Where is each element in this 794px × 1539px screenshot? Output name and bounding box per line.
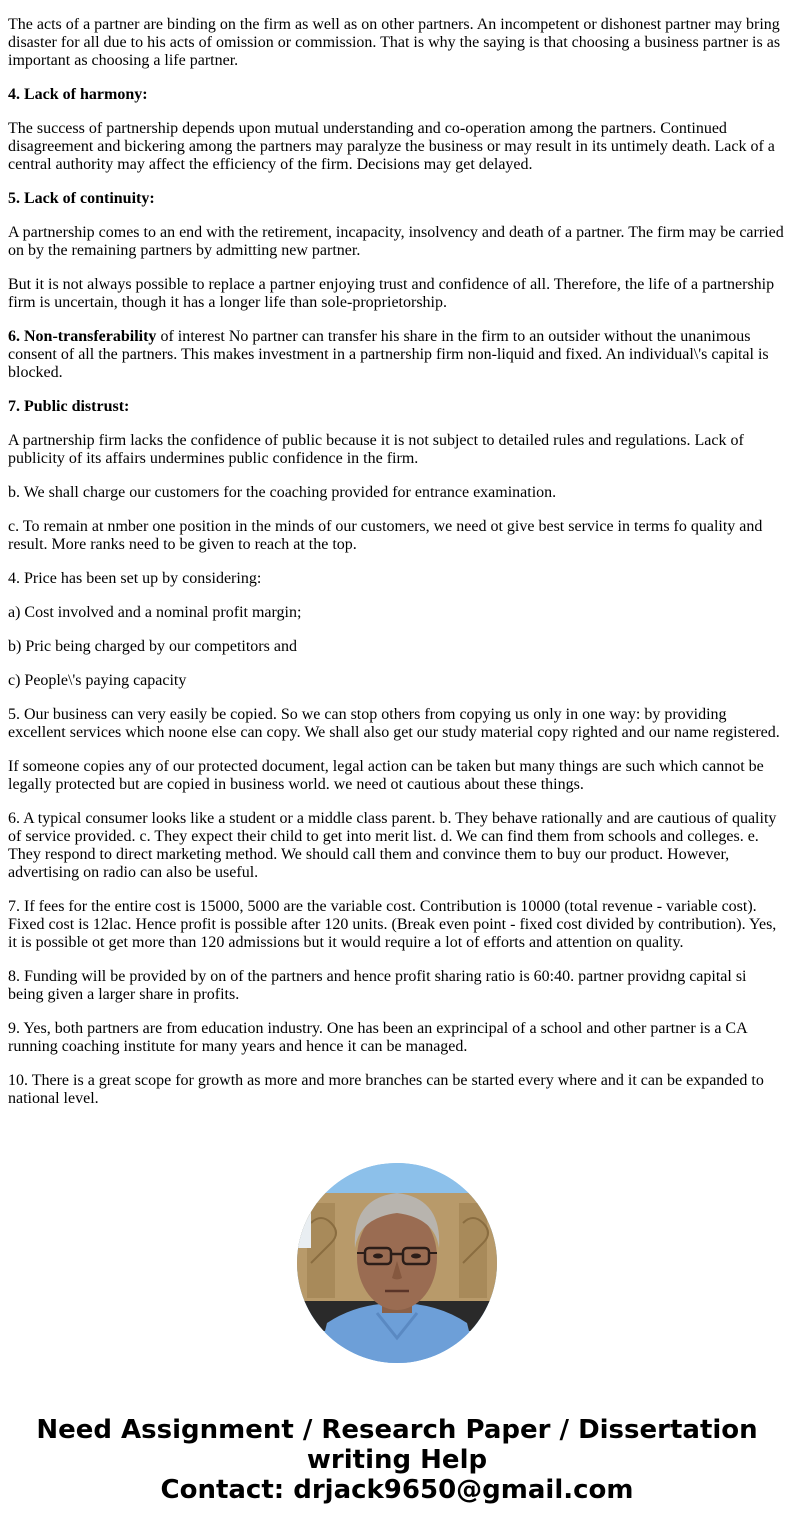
paragraph: The acts of a partner are binding on the firm as well as on other partners. An incompetent or dishonest partner may bring disaster for all due to his acts of omission or commission. That is why the saying is that choosing a business partner is as important as choosing a life partner. (8, 16, 781, 69)
heading-text: 4. Lack of harmony: (8, 86, 148, 103)
paragraph: 4. Price has been set up by considering: (8, 570, 262, 587)
paragraph: A partnership comes to an end with the retirement, incapacity, insolvency and death of a partner. The firm may be carried on by the remaining partners by admitting new partner. (8, 224, 784, 259)
document-body (0, 16, 794, 1108)
contact-email: Contact: drjack9650@gmail.com (160, 1475, 634, 1505)
section-heading (8, 398, 786, 416)
heading-text: 5. Lack of continuity: (8, 190, 155, 207)
paragraph: 6. A typical consumer looks like a student or a middle class parent. b. They behave rationally and are cautious of quality of service provided. c. They expect their child to get into merit list. d. We can find them from schools and colleges. e. They respond to direct marketing method. We should call them and convince them to buy our product. However, advertising on radio can also be useful. (8, 810, 777, 881)
contact-banner (0, 1415, 794, 1505)
paragraph-text: of interest No partner can transfer his share in the firm to an outsider without the unanimous consent of all the partners. This makes investment in a partnership firm non-liquid and fixed. An individual\'s capital is blocked. (8, 328, 769, 381)
paragraph: c. To remain at nmber one position in the minds of our customers, we need ot give best service in terms fo quality and result. More ranks need to be given to reach at the top. (8, 518, 763, 553)
paragraph: c) People\'s paying capacity (8, 672, 187, 689)
paragraph: If someone copies any of our protected document, legal action can be taken but many things are such which cannot be legally protected but are copied in business world. we need ot cautious about these things. (8, 758, 764, 793)
paragraph: The success of partnership depends upon mutual understanding and co-operation among the partners. Continued disagreement and bickering among the partners may paralyze the business or may result in its untimely death. Lack of a central authority may affect the efficiency of the firm. Decisions may get delayed. (8, 120, 775, 173)
portrait-illustration (297, 1163, 497, 1363)
paragraph: 10. There is a great scope for growth as more and more branches can be started every where and it can be expanded to national level. (8, 1072, 764, 1107)
paragraph: 5. Our business can very easily be copied. So we can stop others from copying us only in one way: by providing excellent services which noone else can copy. We shall also get our study material copy righted and our name registered. (8, 706, 780, 741)
paragraph: b. We shall charge our customers for the coaching provided for entrance examination. (8, 484, 557, 501)
paragraph: 7. If fees for the entire cost is 15000, 5000 are the variable cost. Contribution is 10000 (total revenue - variable cost). Fixed cost is 12lac. Hence profit is possible after 120 units. (Break even point - fixed cost divided by contribution). Yes, it is possible ot get more than 120 admissions but it would require a lot of efforts and attention on quality. (8, 898, 777, 951)
paragraph: 8. Funding will be provided by on of the partners and hence profit sharing ratio is 60:40. partner providng capital si being given a larger share in profits. (8, 968, 747, 1003)
paragraph: 9. Yes, both partners are from education industry. One has been an exprincipal of a school and other partner is a CA running coaching institute for many years and hence it can be managed. (8, 1020, 747, 1055)
section-heading (8, 190, 786, 208)
bold-lead: 6. Non-transferability (8, 328, 157, 345)
paragraph: But it is not always possible to replace a partner enjoying trust and confidence of all. Therefore, the life of a partnership firm is uncertain, though it has a longer life than sole-proprietorship. (8, 276, 775, 311)
author-photo-container (0, 1163, 794, 1363)
section-heading (8, 86, 786, 104)
paragraph: a) Cost involved and a nominal profit margin; (8, 604, 302, 621)
help-headline: Need Assignment / Research Paper / Dissertation writing Help (36, 1415, 758, 1475)
paragraph (8, 328, 786, 382)
paragraph: b) Pric being charged by our competitors and (8, 638, 297, 655)
author-photo (297, 1163, 497, 1363)
paragraph: A partnership firm lacks the confidence of public because it is not subject to detailed rules and regulations. Lack of publicity of its affairs undermines public confidence in the firm. (8, 432, 744, 467)
heading-text: 7. Public distrust: (8, 398, 130, 415)
